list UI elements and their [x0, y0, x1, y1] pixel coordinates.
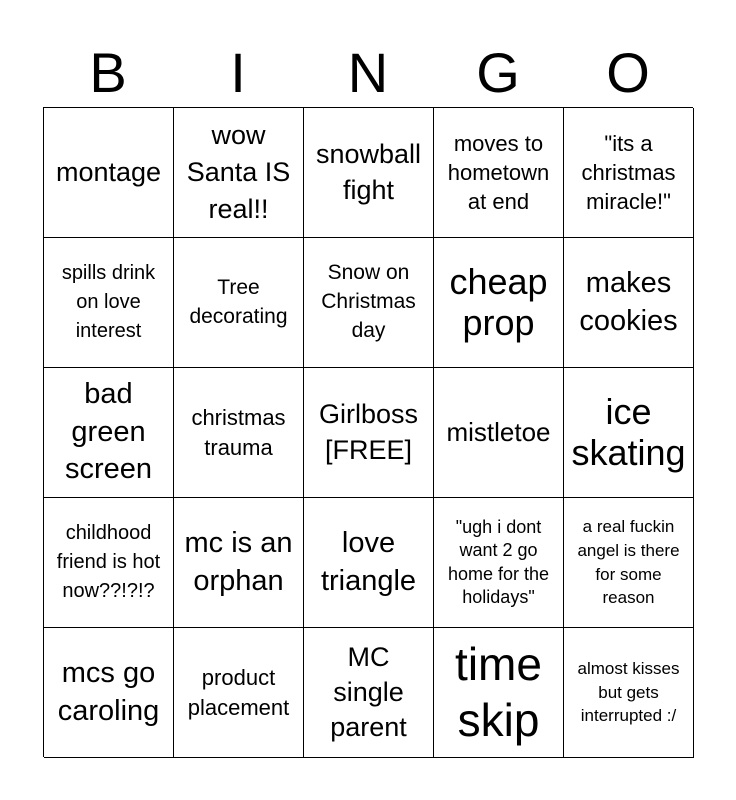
bingo-cell-n3[interactable]: Girlboss [FREE] — [304, 368, 434, 498]
bingo-cell-i2[interactable]: Tree decorating — [174, 238, 304, 368]
bingo-cell-b4[interactable]: childhood friend is hot now??!?!? — [44, 498, 174, 628]
bingo-cell-n4[interactable]: love triangle — [304, 498, 434, 628]
header-letter-b: B — [89, 41, 127, 104]
bingo-cell-o5[interactable]: almost kisses but gets interrupted :/ — [564, 628, 694, 758]
bingo-cell-o2[interactable]: makes cookies — [564, 238, 694, 368]
bingo-cell-i4[interactable]: mc is an orphan — [174, 498, 304, 628]
bingo-cell-n1[interactable]: snowball fight — [304, 108, 434, 238]
bingo-cell-n5[interactable]: MC single parent — [304, 628, 434, 758]
bingo-cell-b1[interactable]: montage — [44, 108, 174, 238]
bingo-cell-g2[interactable]: cheap prop — [434, 238, 564, 368]
bingo-cell-o1[interactable]: "its a christmas miracle!" — [564, 108, 694, 238]
bingo-cell-g3[interactable]: mistletoe — [434, 368, 564, 498]
header-letter-o: O — [606, 41, 650, 104]
bingo-cell-i3[interactable]: christmas trauma — [174, 368, 304, 498]
bingo-header — [43, 38, 693, 108]
bingo-cell-g4[interactable]: "ugh i dont want 2 go home for the holidays" — [434, 498, 564, 628]
bingo-cell-n2[interactable]: Snow on Christmas day — [304, 238, 434, 368]
bingo-cell-o3[interactable]: ice skating — [564, 368, 694, 498]
bingo-cell-b2[interactable]: spills drink on love interest — [44, 238, 174, 368]
bingo-cell-o4[interactable]: a real fuckin angel is there for some reason — [564, 498, 694, 628]
bingo-cell-i5[interactable]: product placement — [174, 628, 304, 758]
bingo-cell-b5[interactable]: mcs go caroling — [44, 628, 174, 758]
bingo-cell-i1[interactable]: wow Santa IS real!! — [174, 108, 304, 238]
header-letter-i: I — [230, 41, 246, 104]
header-letter-n: N — [347, 41, 389, 104]
bingo-board — [43, 107, 693, 757]
bingo-cell-b3[interactable]: bad green screen — [44, 368, 174, 498]
header-letter-g: G — [476, 41, 520, 104]
bingo-cell-g1[interactable]: moves to hometown at end — [434, 108, 564, 238]
bingo-cell-g5[interactable]: time skip — [434, 628, 564, 758]
